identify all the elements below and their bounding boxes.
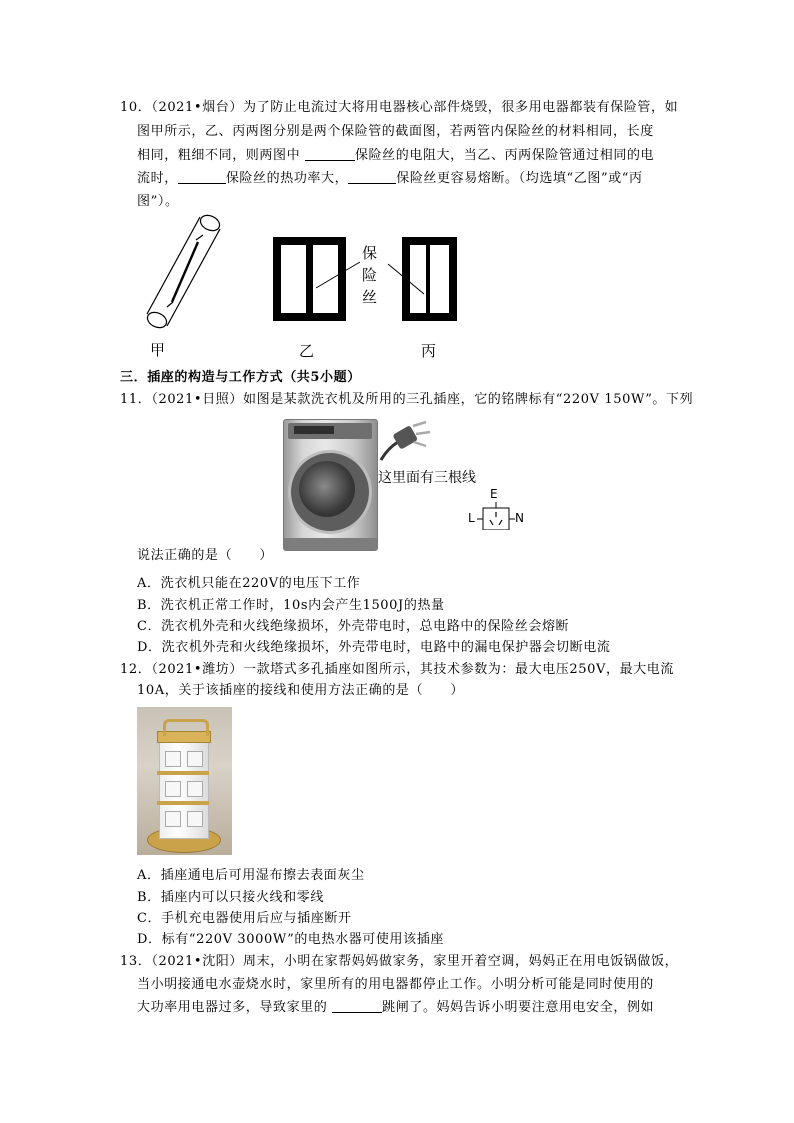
answer-blank-1[interactable] xyxy=(305,146,355,161)
socket-label-e: E xyxy=(490,487,498,501)
q10-line-3: 相同，粗细不同，则两图中 保险丝的电阻大，当乙、丙两保险管通过相同的电 xyxy=(137,148,655,163)
fuse-wire-label: 保 险 丝 xyxy=(362,244,378,306)
socket-symbol xyxy=(477,500,517,530)
socket-label-n: N xyxy=(515,511,524,525)
answer-blank-2[interactable] xyxy=(178,169,226,184)
three-pin-plug-image xyxy=(378,420,438,465)
q13-line-2: 当小明接通电水壶烧水时，家里所有的用电器都停止工作。小明分析可能是同时使用的 xyxy=(137,977,654,992)
label-bing: 丙 xyxy=(421,342,437,360)
label-yi: 乙 xyxy=(299,342,315,360)
q11-option-d: D．洗衣机外壳和火线绝缘损坏，外壳带电时，电路中的漏电保护器会切断电流 xyxy=(137,640,611,655)
q11-option-a: A．洗衣机只能在220V的电压下工作 xyxy=(137,576,361,591)
tower-socket-image xyxy=(137,707,232,855)
q12-option-c: C．手机充电器使用后应与插座断开 xyxy=(137,911,352,926)
q13-line-1: 13．（2021•沈阳）周末，小明在家帮妈妈做家务，家里开着空调，妈妈正在用电饭锅做饭， xyxy=(120,954,679,969)
q13-line-3: 大功率用电器过多，导致家里的 跳闸了。妈妈告诉小明要注意用电安全，例如 xyxy=(137,1000,655,1015)
label-jia: 甲 xyxy=(150,341,166,359)
wire-note: 这里面有三根线 xyxy=(378,470,476,486)
socket-label-l: L xyxy=(468,511,475,525)
washing-machine-image xyxy=(283,419,378,551)
q11-line-2: 说法正确的是（ ） xyxy=(137,548,274,563)
q11-option-b: B．洗衣机正常工作时，10s内会产生1500J的热量 xyxy=(137,598,445,613)
q10-line-5: 图”）。 xyxy=(137,194,179,209)
answer-blank-4[interactable] xyxy=(332,998,382,1013)
section-heading: 三．插座的构造与工作方式（共5小题） xyxy=(120,370,361,385)
q10-line-4: 流时， 保险丝的热功率大， 保险丝更容易熔断。（均选填“乙图”或“丙 xyxy=(137,171,643,186)
q11-line-1: 11．（2021•日照）如图是某款洗衣机及所用的三孔插座，它的铭牌标有“220V 150W”。下列 xyxy=(120,392,694,407)
q12-line-1: 12．（2021•潍坊）一款塔式多孔插座如图所示，其技术参数为：最大电压250V，最大电流 xyxy=(120,662,674,677)
q11-option-c: C．洗衣机外壳和火线绝缘损坏，外壳带电时，总电路中的保险丝会熔断 xyxy=(137,619,570,634)
q12-option-b: B．插座内可以只接火线和零线 xyxy=(137,890,324,905)
q10-line-1: 10．（2021•烟台）为了防止电流过大将用电器核心部件烧毁，很多用电器都装有保险管，如 xyxy=(120,100,679,115)
q12-line-2: 10A，关于该插座的接线和使用方法正确的是（ ） xyxy=(137,683,464,698)
answer-blank-3[interactable] xyxy=(348,169,396,184)
q12-option-d: D．标有“220V 3000W”的电热水器可使用该插座 xyxy=(137,932,444,947)
q10-line-2: 图甲所示，乙、丙两图分别是两个保险管的截面图，若两管内保险丝的材料相同，长度 xyxy=(137,124,654,139)
fuse-tube-figure xyxy=(140,210,230,335)
q12-option-a: A．插座通电后可用湿布擦去表面灰尘 xyxy=(137,868,365,883)
